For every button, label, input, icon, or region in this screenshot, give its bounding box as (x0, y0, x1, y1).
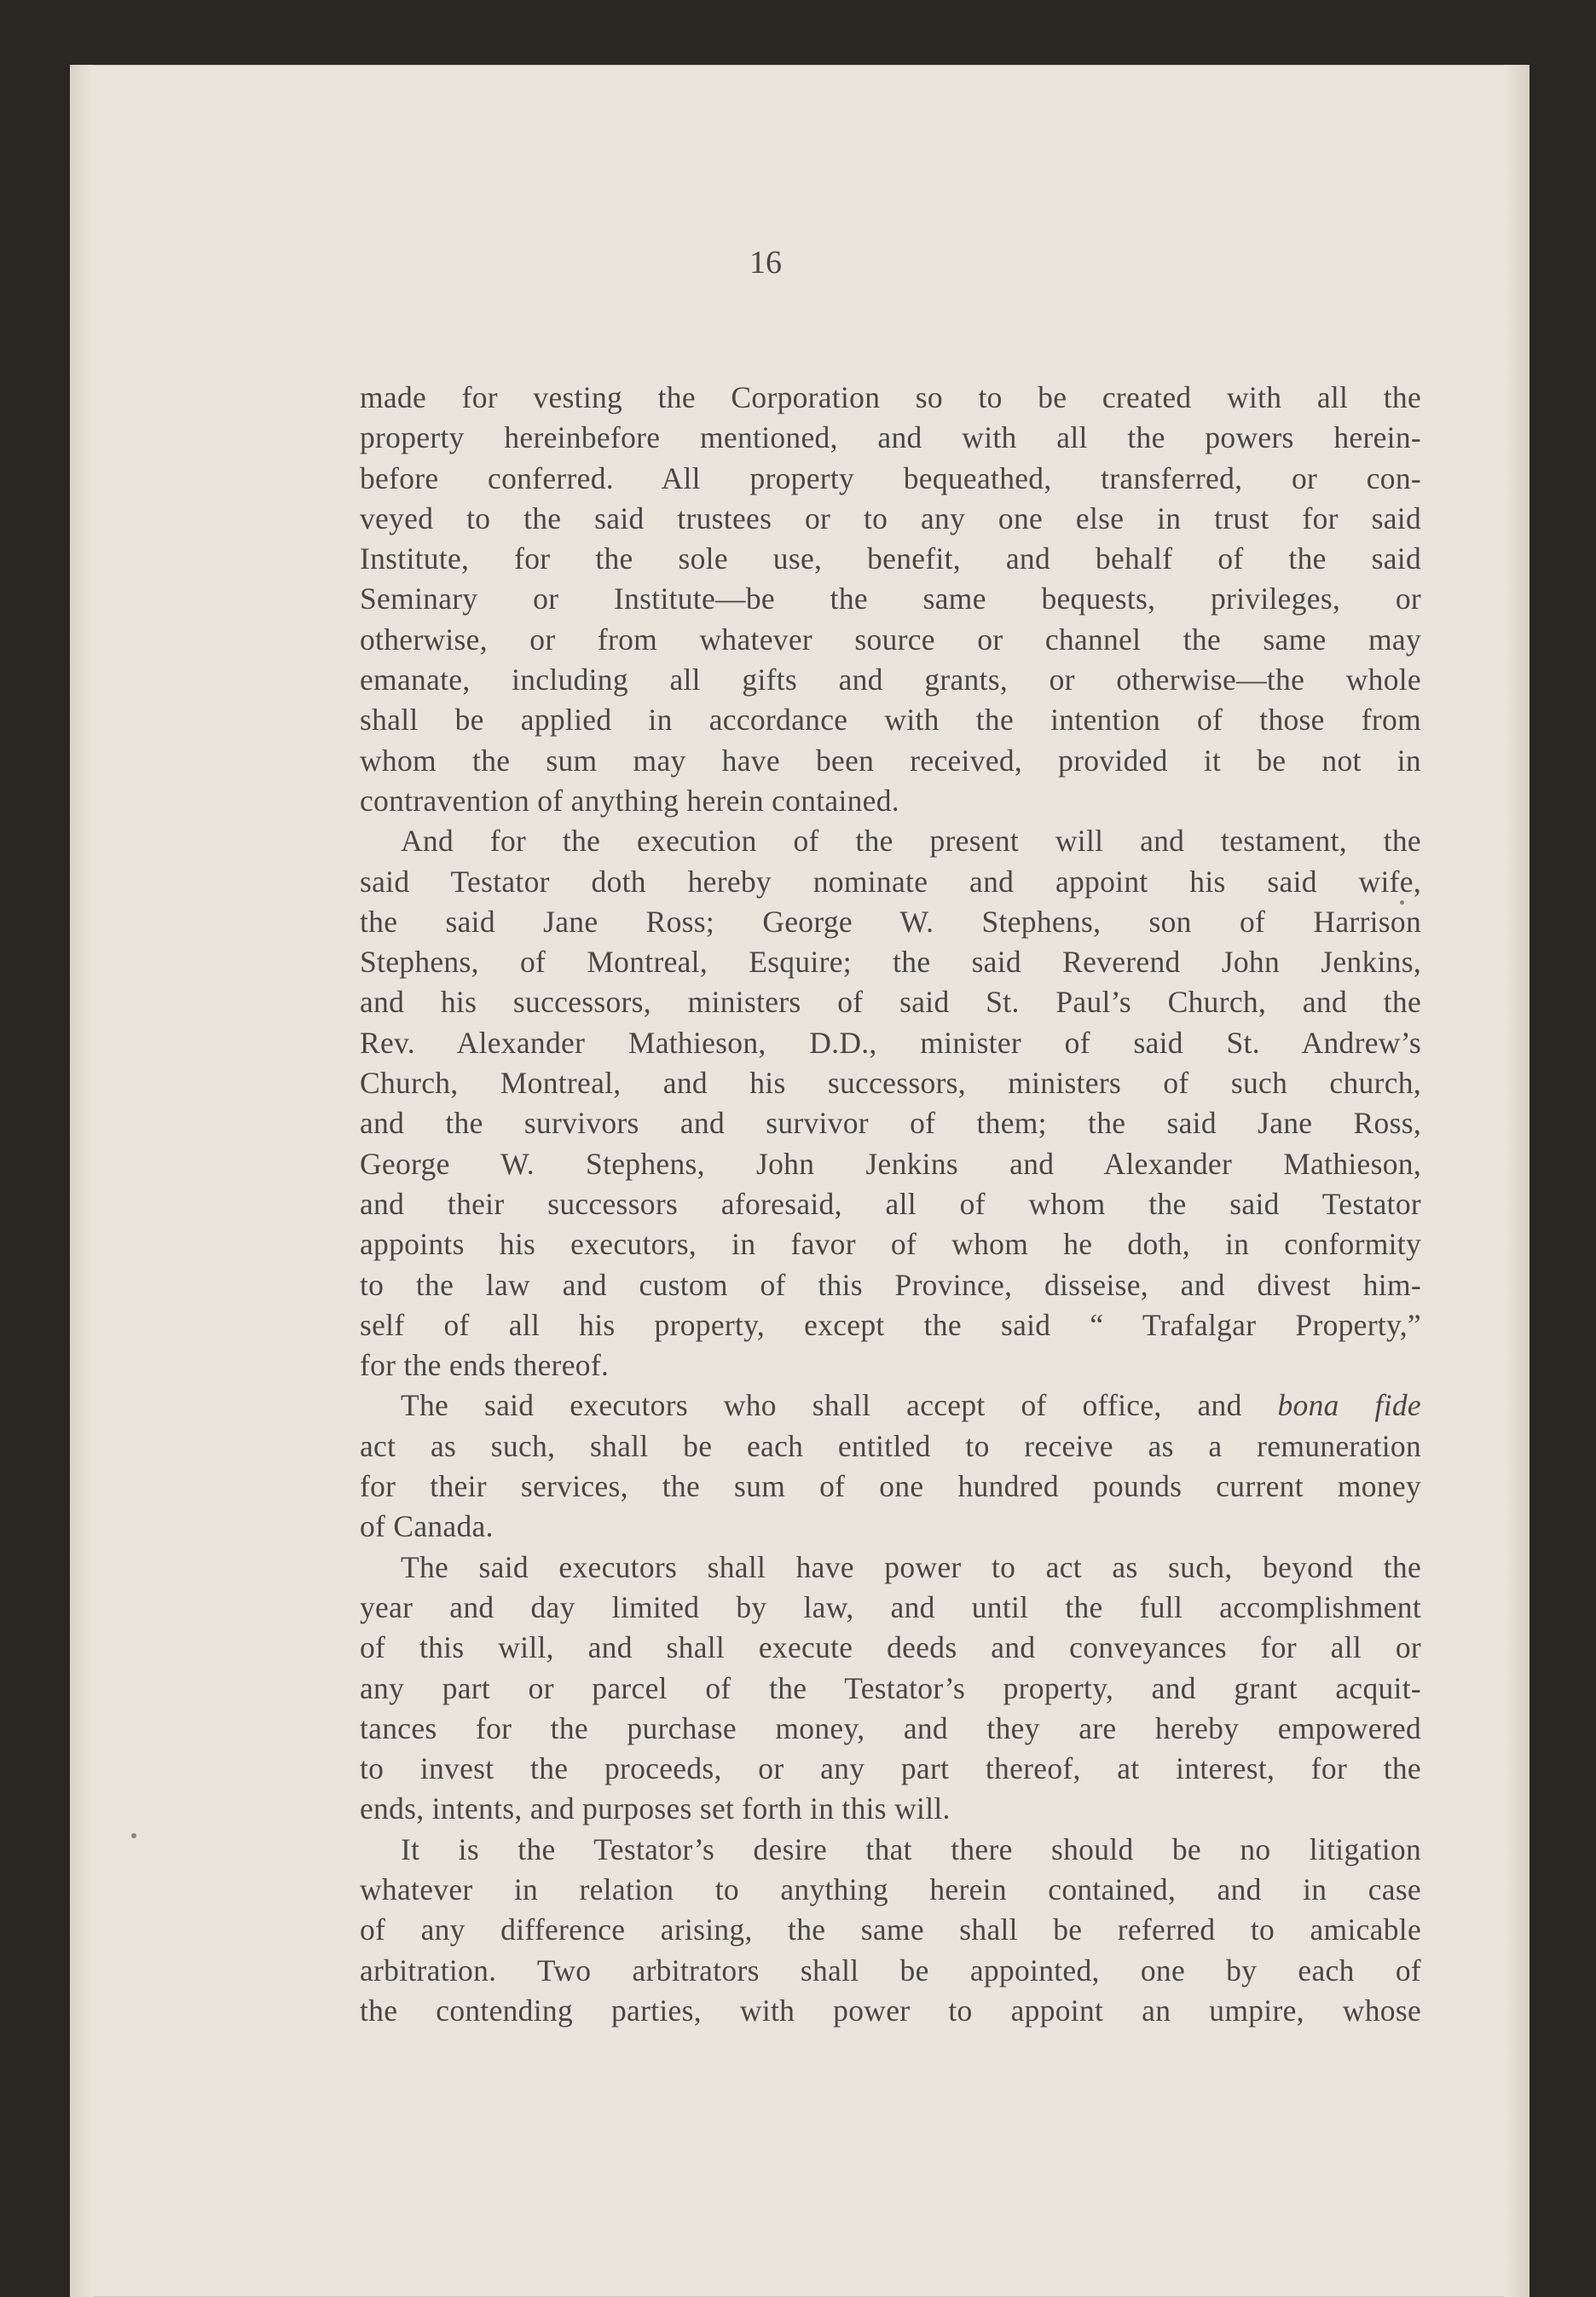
paper-speck (1400, 900, 1404, 905)
text-line: shall be applied in accordance with the intention of those from (360, 703, 1421, 738)
paragraph-arbitration (360, 1830, 1421, 2031)
text-line: arbitration. Two arbitrators shall be appointed, one by each of (360, 1953, 1421, 1987)
text-line: George W. Stephens, John Jenkins and Alexander Mathieson, (360, 1146, 1421, 1181)
text-line: emanate, including all gifts and grants, or otherwise—the whole (360, 662, 1421, 697)
paragraph-vesting (360, 378, 1421, 821)
page-number: 16 (749, 245, 782, 281)
book-page (70, 65, 1530, 2297)
text-line: whatever in relation to anything herein contained, and in case (360, 1872, 1421, 1906)
text-line: the contending parties, with power to appoint an umpire, whose (360, 1993, 1421, 2028)
page-gutter-shadow (70, 65, 94, 2297)
paragraph-executors-appointment (360, 821, 1421, 1386)
text-line: Stephens, of Montreal, Esquire; the said Reverend John Jenkins, (360, 945, 1421, 980)
text-line: year and day limited by law, and until the full accomplishment (360, 1589, 1421, 1624)
text-line: The said executors shall have power to act as such, beyond the (401, 1549, 1421, 1584)
text-line: appoints his executors, in favor of whom he doth, in conformity (360, 1227, 1421, 1262)
text-line: before conferred. All property bequeathed, transferred, or con- (360, 460, 1421, 495)
text-line: act as such, shall be each entitled to receive as a remuneration (360, 1428, 1421, 1463)
text-line (360, 1386, 1421, 1426)
text-line: It is the Testator’s desire that there should be no litigation (401, 1831, 1421, 1866)
text-line: Institute, for the sole use, benefit, and behalf of the said (360, 541, 1421, 576)
text-line: Rev. Alexander Mathieson, D.D., minister of said St. Andrew’s (360, 1025, 1421, 1060)
text-line: And for the execution of the present will and testament, the (401, 824, 1421, 859)
text-line: contravention of anything herein contained. (360, 783, 899, 818)
italic-phrase: bona fide (1277, 1388, 1421, 1423)
paragraph-remuneration (360, 1386, 1421, 1547)
text-line-segment: The said executors who shall accept of office, and (401, 1388, 1278, 1423)
text-line: and the survivors and survivor of them; the said Jane Ross, (360, 1106, 1421, 1141)
text-line: to invest the proceeds, or any part thereof, at interest, for the (360, 1751, 1421, 1786)
text-line: of any difference arising, the same shall be referred to amicable (360, 1912, 1421, 1947)
text-line: for the ends thereof. (360, 1348, 610, 1383)
paper-speck (131, 1833, 136, 1838)
text-line: veyed to the said trustees or to any one else in trust for said (360, 500, 1421, 535)
text-line: self of all his property, except the said “ Trafalgar Property,” (360, 1307, 1421, 1342)
text-line: to the law and custom of this Province, disseise, and divest him- (360, 1267, 1421, 1302)
text-line: the said Jane Ross; George W. Stephens, son of Harrison (360, 904, 1421, 939)
text-line: Seminary or Institute—be the same bequests, privileges, or (360, 581, 1421, 616)
text-line: Church, Montreal, and his successors, ministers of such church, (360, 1066, 1421, 1101)
text-line: and their successors aforesaid, all of whom the said Testator (360, 1186, 1421, 1221)
text-line: made for vesting the Corporation so to be created with all the (360, 380, 1421, 414)
text-line: for their services, the sum of one hundred pounds current money (360, 1469, 1421, 1504)
text-line: and his successors, ministers of said St. Paul’s Church, and the (360, 985, 1421, 1020)
text-line: of Canada. (360, 1509, 494, 1544)
text-line: otherwise, or from whatever source or channel the same may (360, 622, 1421, 657)
text-line: ends, intents, and purposes set forth in this will. (360, 1791, 951, 1826)
text-line: property hereinbefore mentioned, and with all the powers herein- (360, 420, 1421, 455)
body-text (360, 378, 1421, 2031)
paragraph-executor-powers (360, 1548, 1421, 1830)
text-line: whom the sum may have been received, provided it be not in (360, 743, 1421, 778)
page-edge-shadow (1504, 65, 1530, 2297)
text-line: of this will, and shall execute deeds and conveyances for all or (360, 1630, 1421, 1665)
text-line: any part or parcel of the Testator’s property, and grant acquit- (360, 1670, 1421, 1705)
text-line: said Testator doth hereby nominate and appoint his said wife, (360, 864, 1421, 899)
text-line: tances for the purchase money, and they are hereby empowered (360, 1710, 1421, 1745)
